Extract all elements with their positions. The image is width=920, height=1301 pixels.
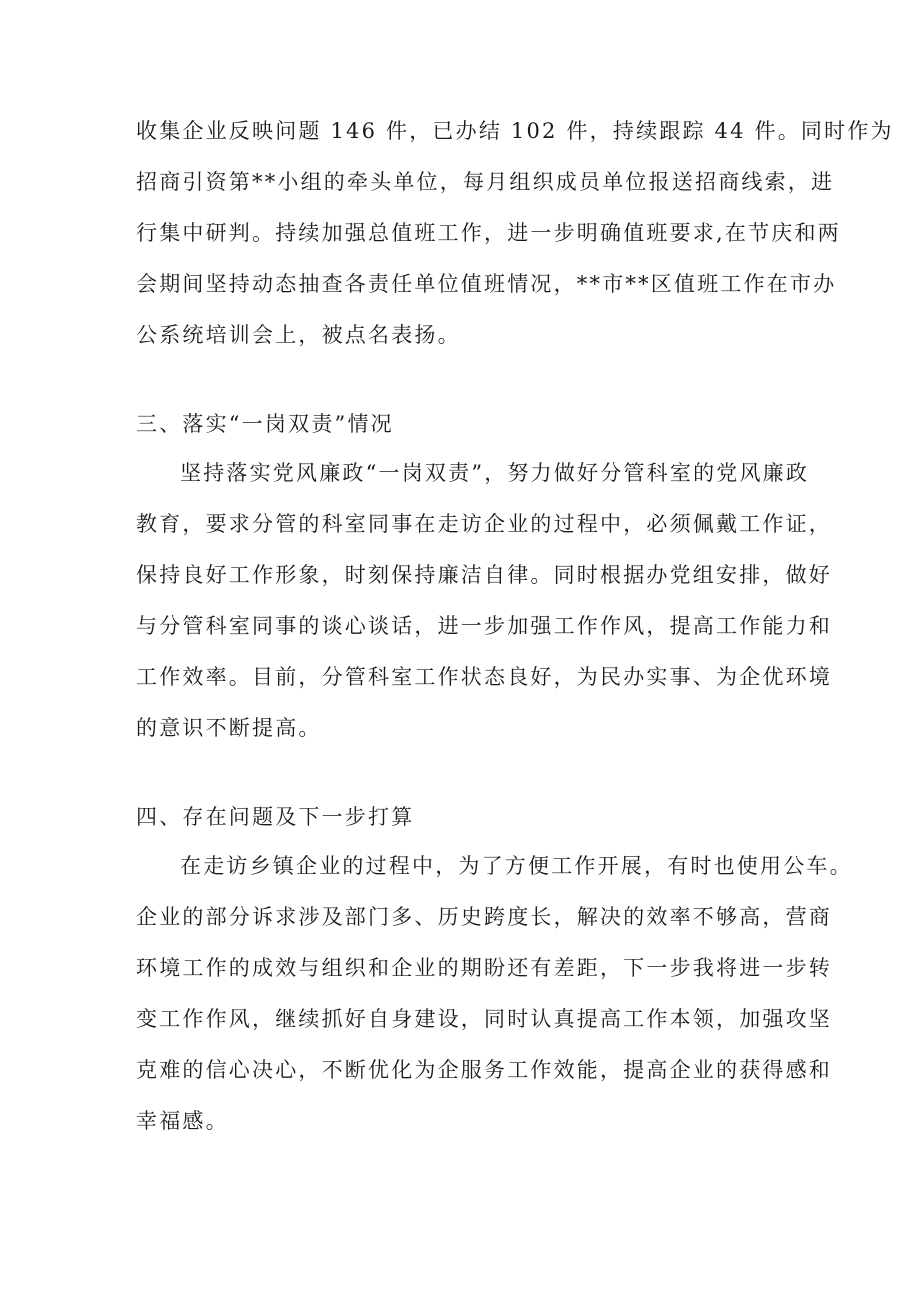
section-heading: 四、存在问题及下一步打算	[136, 805, 415, 829]
paragraph-line: 会期间坚持动态抽查各责任单位值班情况，**市**区值班工作在市办	[136, 272, 837, 296]
paragraph-line: 行集中研判。持续加强总值班工作，进一步明确值班要求,在节庆和两	[136, 221, 841, 245]
paragraph-line: 工作效率。目前，分管科室工作状态良好，为民办实事、为企优环境	[136, 665, 832, 689]
paragraph-line: 变工作作风，继续抓好自身建设，同时认真提高工作本领，加强攻坚	[136, 1007, 832, 1031]
paragraph-line: 教育，要求分管的科室同事在走访企业的过程中，必须佩戴工作证，	[136, 512, 832, 536]
paragraph-line: 公系统培训会上，被点名表扬。	[136, 323, 461, 347]
paragraph-line: 保持良好工作形象，时刻保持廉洁自律。同时根据办党组安排，做好	[136, 563, 832, 587]
paragraph-line: 与分管科室同事的谈心谈话，进一步加强工作作风，提高工作能力和	[136, 614, 832, 638]
paragraph-line: 克难的信心决心，不断优化为企服务工作效能，提高企业的获得感和	[136, 1058, 832, 1082]
paragraph-line: 的意识不断提高。	[136, 716, 322, 740]
paragraph-line: 在走访乡镇企业的过程中，为了方便工作开展，有时也使用公车。	[180, 854, 853, 878]
paragraph-line: 企业的部分诉求涉及部门多、历史跨度长，解决的效率不够高，营商	[136, 905, 832, 929]
section-heading: 三、落实“一岗双责”情况	[136, 412, 394, 436]
paragraph-line: 坚持落实党风廉政“一岗双责”，努力做好分管科室的党风廉政	[180, 461, 810, 485]
paragraph-line: 招商引资第**小组的牵头单位，每月组织成员单位报送招商线索，进	[136, 170, 835, 194]
paragraph-line: 收集企业反映问题 146 件，已办结 102 件，持续跟踪 44 件。同时作为	[136, 119, 894, 143]
paragraph-line: 幸福感。	[136, 1109, 229, 1133]
paragraph-line: 环境工作的成效与组织和企业的期盼还有差距，下一步我将进一步转	[136, 956, 832, 980]
